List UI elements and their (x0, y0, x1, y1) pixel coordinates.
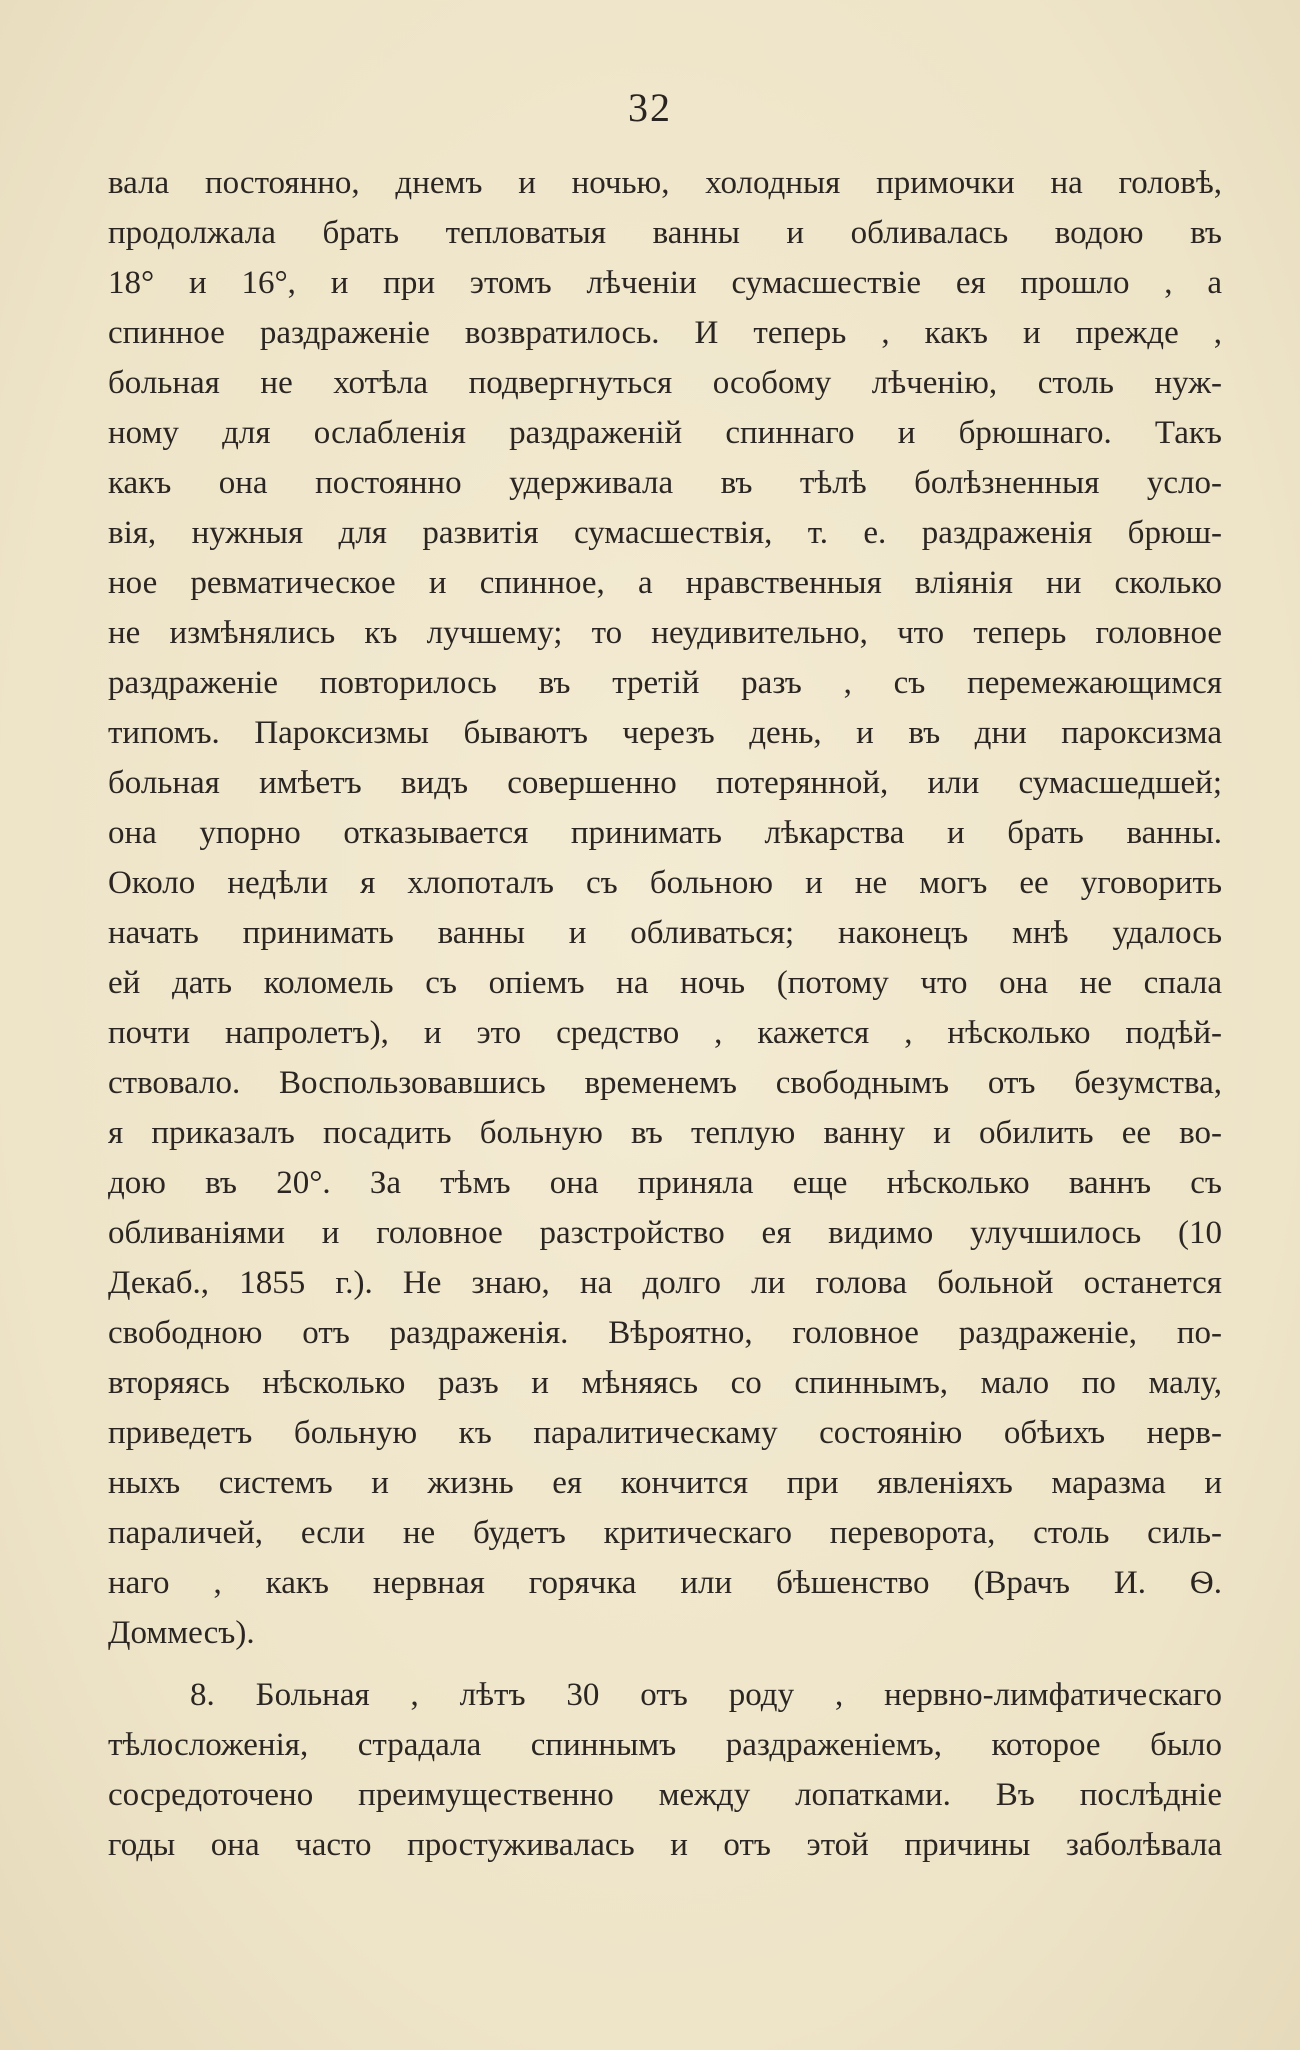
text-line: свободною отъ раздраженія. Вѣроятно, головное раздраженіе, по- (108, 1315, 1222, 1351)
text-line: 18° и 16°, и при этомъ лѣченіи сумасшествіе ея прошло , а (108, 265, 1222, 301)
text-line: начать принимать ванны и обливаться; наконецъ мнѣ удалось (108, 915, 1222, 951)
text-line: типомъ. Пароксизмы бываютъ черезъ день, и въ дни пароксизма (108, 715, 1222, 751)
text-line: обливаніями и головное разстройство ея видимо улучшилось (10 (108, 1215, 1222, 1251)
text-line: больная не хотѣла подвергнуться особому лѣченію, столь нуж- (108, 365, 1222, 401)
text-line: годы она часто простуживалась и отъ этой причины заболѣвала (108, 1827, 1222, 1863)
text-line: ствовало. Воспользовавшись временемъ свободнымъ отъ безумства, (108, 1065, 1222, 1101)
text-line: дою въ 20°. За тѣмъ она приняла еще нѣсколько ваннъ съ (108, 1165, 1222, 1201)
text-line: вія, нужныя для развитія сумасшествія, т. е. раздраженія брюш- (108, 515, 1222, 551)
page-number: 32 (628, 85, 672, 130)
text-line: параличей, если не будетъ критическаго переворота, столь силь- (108, 1515, 1222, 1551)
text-line: продолжала брать тепловатыя ванны и обливалась водою въ (108, 215, 1222, 251)
text-line: больная имѣетъ видъ совершенно потерянной, или сумасшедшей; (108, 765, 1222, 801)
text-line: ныхъ системъ и жизнь ея кончится при явленіяхъ маразма и (108, 1465, 1222, 1501)
text-line: почти напролетъ), и это средство , кажется , нѣсколько подѣй- (108, 1015, 1222, 1051)
text-line: сосредоточено преимущественно между лопатками. Въ послѣдніе (108, 1777, 1222, 1813)
paragraph-gap (108, 1658, 1222, 1670)
paragraph-end-line: Доммесъ). (108, 1615, 255, 1651)
text-line: приведетъ больную къ паралитическаму состоянію обѣихъ нерв- (108, 1415, 1222, 1451)
text-line: тѣлосложенія, страдала спиннымъ раздраженіемъ, которое было (108, 1727, 1222, 1763)
text-line: ному для ослабленія раздраженій спиннаго и брюшнаго. Такъ (108, 415, 1222, 451)
text-line: Декаб., 1855 г.). Не знаю, на долго ли голова больной останется (108, 1265, 1222, 1301)
text-line: наго , какъ нервная горячка или бѣшенство (Врачъ И. Ѳ. (108, 1565, 1222, 1601)
text-line: какъ она постоянно удерживала въ тѣлѣ болѣзненныя усло- (108, 465, 1222, 501)
text-line: спинное раздраженіе возвратилось. И теперь , какъ и прежде , (108, 315, 1222, 351)
body-text (108, 158, 1222, 1870)
text-line: вторяясь нѣсколько разъ и мѣняясь со спиннымъ, мало по малу, (108, 1365, 1222, 1401)
text-line: вала постоянно, днемъ и ночью, холодныя примочки на головѣ, (108, 165, 1222, 201)
text-line: ей дать коломель съ опіемъ на ночь (потому что она не спала (108, 965, 1222, 1001)
text-line: я приказалъ посадить больную въ теплую ванну и обилить ее во- (108, 1115, 1222, 1151)
paragraph-start-line: 8. Больная , лѣтъ 30 отъ роду , нервно-лимфатическаго (190, 1677, 1222, 1713)
text-line: ное ревматическое и спинное, а нравственныя вліянія ни сколько (108, 565, 1222, 601)
text-line: раздраженіе повторилось въ третій разъ , съ перемежающимся (108, 665, 1222, 701)
text-line: не измѣнялись къ лучшему; то неудивительно, что теперь головное (108, 615, 1222, 651)
text-line: она упорно отказывается принимать лѣкарства и брать ванны. (108, 815, 1222, 851)
text-line: Около недѣли я хлопоталъ съ больною и не могъ ее уговорить (108, 865, 1222, 901)
